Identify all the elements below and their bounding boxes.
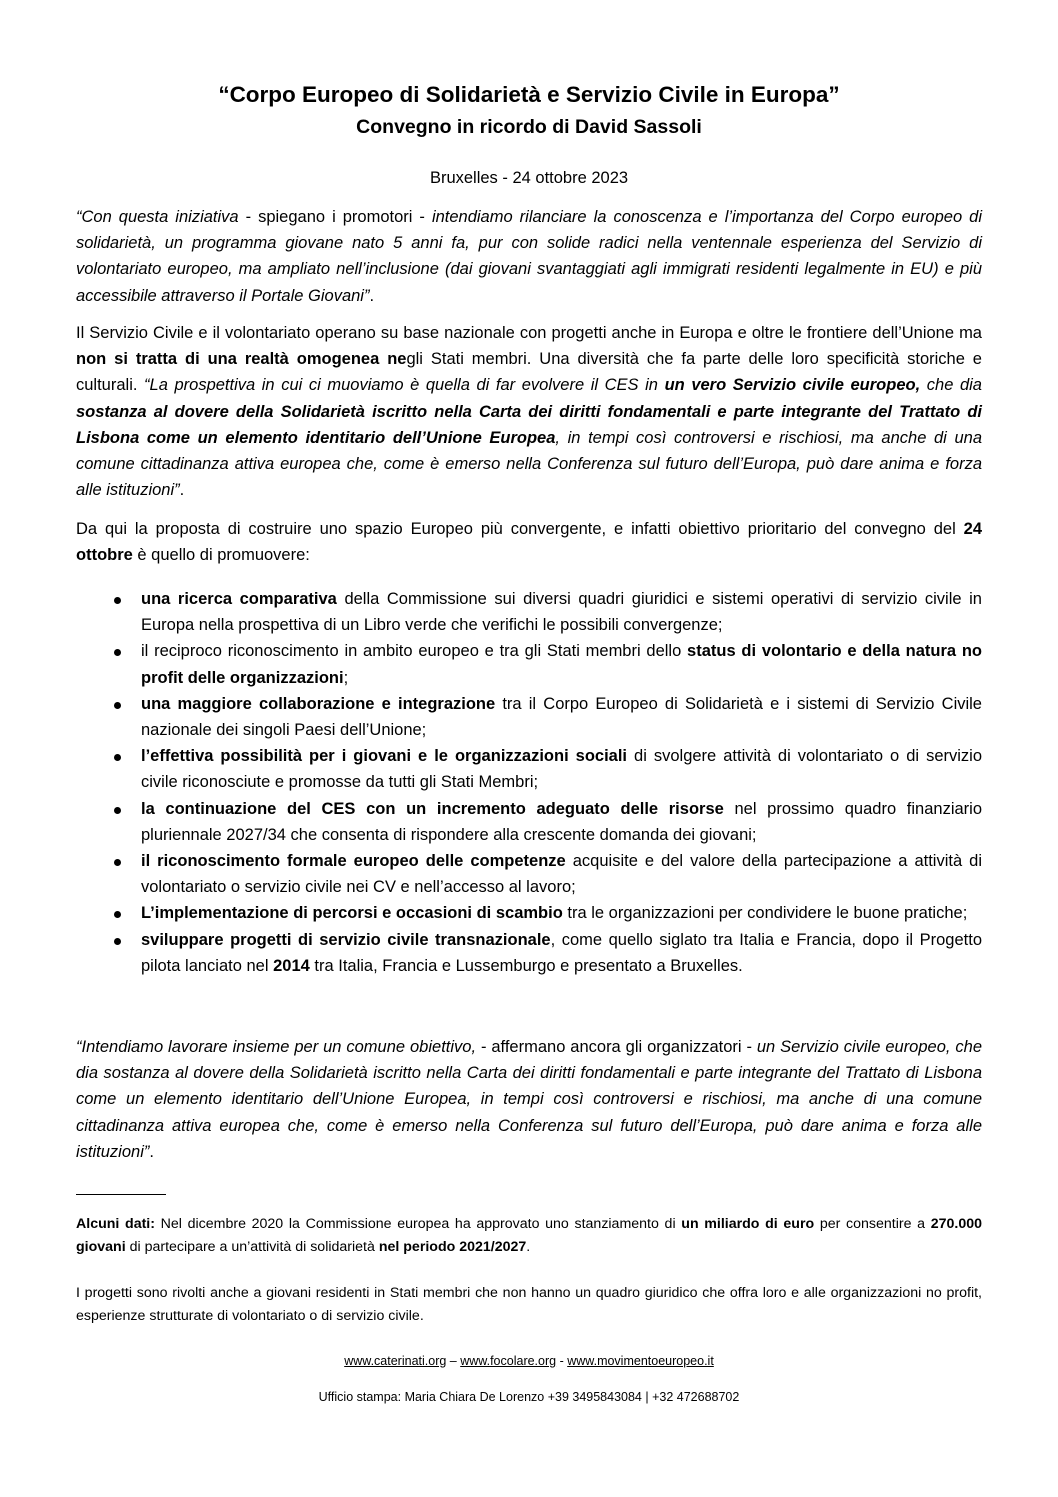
intro-paragraph — [76, 204, 982, 309]
dateline: Bruxelles - 24 ottobre 2023 — [429, 169, 629, 187]
para3-bold-date: 24 ottobre — [76, 520, 982, 565]
objective-text: acquisite e del valore della partecipazione a attività di volontariato o servizio civile nei CV e nell’accesso al lavoro; — [141, 852, 982, 897]
bullet-icon — [114, 597, 121, 604]
objective-bold: la continuazione del CES con un incremento adeguato delle risorse — [141, 799, 724, 818]
para4-italic-1: “Intendiamo lavorare insieme per un comune obiettivo, — [76, 1038, 477, 1056]
objective-bold: L’implementazione di percorsi e occasioni di scambio — [141, 904, 563, 923]
para2-italic-2: che dia — [920, 376, 982, 395]
bullet-icon — [114, 807, 121, 814]
para2-bold-italic-2: sostanza al dovere della Solidarietà iscritto nella Carta dei diritti fondamentali e parte integrante del Trattato di Lisbona come un elemento identitario dell’Unione Europea — [76, 402, 982, 447]
intro-quote: intendiamo rilanciare la conoscenza e l’importanza del Corpo europeo di solidarietà, un programma giovane nato 5 anni fa, pur con solide radici nella ventennale esperienza del Servizio di volontariato europeo, ma ampliato nell’inclusione (dai giovani svantaggiati agli immigrati residenti legalmente in EU) e più accessibile attraverso il Portale Giovani” — [76, 208, 983, 305]
link-caterinati[interactable]: www.caterinati.org — [344, 1354, 447, 1368]
footnote-bold-1: un miliardo di euro — [681, 1216, 815, 1232]
bullet-icon — [114, 911, 121, 918]
para3-text-1: Da qui la proposta di costruire uno spazio Europeo più convergente, e infatti obiettivo prioritario del convegno del — [76, 520, 964, 538]
objective-bold: l’effettiva possibilità per i giovani e le organizzazioni sociali — [141, 747, 628, 766]
links-separator-1: – — [446, 1354, 461, 1368]
footnote-text-3: di partecipare a un’attività di solidarietà — [125, 1239, 379, 1255]
footnote-bold-3: nel periodo 2021/2027 — [378, 1239, 527, 1255]
objective-text: il reciproco riconoscimento in ambito europeo e tra gli Stati membri dello — [141, 642, 688, 661]
footnote-text-2: per consentire a — [814, 1216, 931, 1232]
document-subtitle: Convegno in ricordo di David Sassoli — [356, 116, 702, 138]
objective-bold: una maggiore collaborazione e integrazione — [141, 694, 496, 713]
objective-text: , come quello siglato tra Italia e Francia, dopo il Progetto pilota lanciato nel — [141, 930, 982, 975]
objective-item — [76, 743, 982, 795]
objective-text: nel prossimo quadro finanziario pluriennale 2027/34 che consenta di rispondere alla crescente domanda dei giovani; — [141, 799, 982, 844]
objective-text: tra le organizzazioni per condividere le buone pratiche; — [562, 904, 968, 923]
objective-bold: sviluppare progetti di servizio civile transnazionale — [141, 930, 551, 949]
objectives-list — [76, 586, 982, 979]
press-office: Ufficio stampa: Maria Chiara De Lorenzo +39 3495843084 | +32 472688702 — [318, 1390, 740, 1404]
link-movimentoeuropeo[interactable]: www.movimentoeuropeo.it — [567, 1354, 714, 1368]
footnote-projects: I progetti sono rivolti anche a giovani residenti in Stati membri che non hanno un quadro giuridico che offra loro e alle organizzazioni no profit, esperienze strutturate di volontariato o di servizio civile. — [76, 1285, 982, 1324]
para2-bold-italic-1: un vero Servizio civile europeo, — [664, 376, 921, 395]
para2-italic-1: “La prospettiva in cui ci muoviamo è quella di far evolvere il CES in — [144, 376, 665, 395]
objective-bold: status di volontario e della natura no profit delle organizzazioni — [141, 642, 982, 687]
footnote-bold-2: 270.000 giovani — [76, 1216, 983, 1255]
context-paragraph — [76, 320, 982, 503]
para2-bold-1: non si tratta di una realtà omogenea ne — [76, 350, 407, 369]
objective-item — [76, 691, 982, 743]
proposal-paragraph — [76, 516, 982, 568]
objective-bold: una ricerca comparativa — [141, 590, 337, 608]
objective-bold: il riconoscimento formale europeo delle competenze — [141, 852, 566, 871]
footnote-data — [76, 1213, 982, 1259]
objective-text: di svolgere attività di volontariato o di servizio civile riconosciute e promosse da tutti gli Stati Membri; — [141, 747, 982, 792]
objective-item — [76, 796, 982, 848]
footnote-text-1: Nel dicembre 2020 la Commissione europea ha approvato uno stanziamento di — [154, 1216, 682, 1232]
para4-end: . — [149, 1142, 154, 1161]
para2-text-1: Il Servizio Civile e il volontariato operano su base nazionale con progetti anche in Europa e oltre le frontiere dell’Unione ma — [76, 324, 982, 342]
links-separator-2: - — [556, 1354, 568, 1368]
website-links — [0, 1352, 1058, 1370]
closing-paragraph — [76, 1034, 982, 1165]
bullet-icon — [114, 754, 121, 761]
para2-text-2: gli Stati membri. Una diversità che fa parte delle loro specificità storiche e culturali. — [76, 350, 982, 395]
objective-text: della Commissione sui diversi quadri giuridici e sistemi operativi di servizio civile in Europa nella prospettiva di un Libro verde che verifichi le possibili convergenze; — [141, 590, 982, 635]
para2-end: . — [179, 481, 185, 500]
intro-attribution: - spiegano i promotori - — [238, 208, 432, 226]
bullet-icon — [114, 702, 121, 709]
objective-item — [76, 927, 982, 979]
bullet-icon — [114, 649, 121, 656]
bullet-icon — [114, 859, 121, 866]
objective-item — [76, 586, 982, 638]
objective-text: tra il Corpo Europeo di Solidarietà e i sistemi di Servizio Civile nazionale dei singoli Paesi dell’Unione; — [141, 694, 982, 740]
footnote-text-4: . — [526, 1239, 531, 1255]
objective-text: tra Italia, Francia e Lussemburgo e presentato a Bruxelles. — [309, 956, 743, 975]
link-focolare[interactable]: www.focolare.org — [460, 1354, 557, 1368]
footnote-label: Alcuni dati: — [76, 1216, 155, 1232]
intro-end: . — [369, 286, 375, 305]
objective-item — [76, 638, 982, 690]
para2-italic-3: , in tempi così controversi e rischiosi, ma anche di una comune cittadinanza attiva europea che, come è emerso nella Conferenza sul futuro dell’Europa, può dare anima e forza alle istituzioni” — [76, 428, 982, 500]
objective-text: ; — [343, 668, 349, 687]
footnote-divider — [76, 1194, 166, 1195]
objective-bold: 2014 — [273, 956, 310, 975]
para4-attribution: - affermano ancora gli organizzatori - — [476, 1038, 757, 1056]
document-title: “Corpo Europeo di Solidarietà e Servizio Civile in Europa” — [218, 82, 840, 107]
objective-item — [76, 900, 982, 926]
bullet-icon — [114, 938, 121, 945]
para3-text-2: è quello di promuovere: — [132, 546, 310, 565]
para4-italic-2: un Servizio civile europeo, che dia sostanza al dovere della Solidarietà iscritto nella Carta dei diritti fondamentali e parte integrante del Trattato di Lisbona come un elemento identitario dell’Unione Europea, in tempi così controversi e rischiosi, ma anche di una comune cittadinanza attiva europea che, come è emerso nella Conferenza sul futuro dell’Europa, può dare anima e forza alle istituzioni” — [76, 1038, 982, 1161]
objective-item — [76, 848, 982, 900]
intro-quote-start: “Con questa iniziativa — [76, 208, 239, 226]
